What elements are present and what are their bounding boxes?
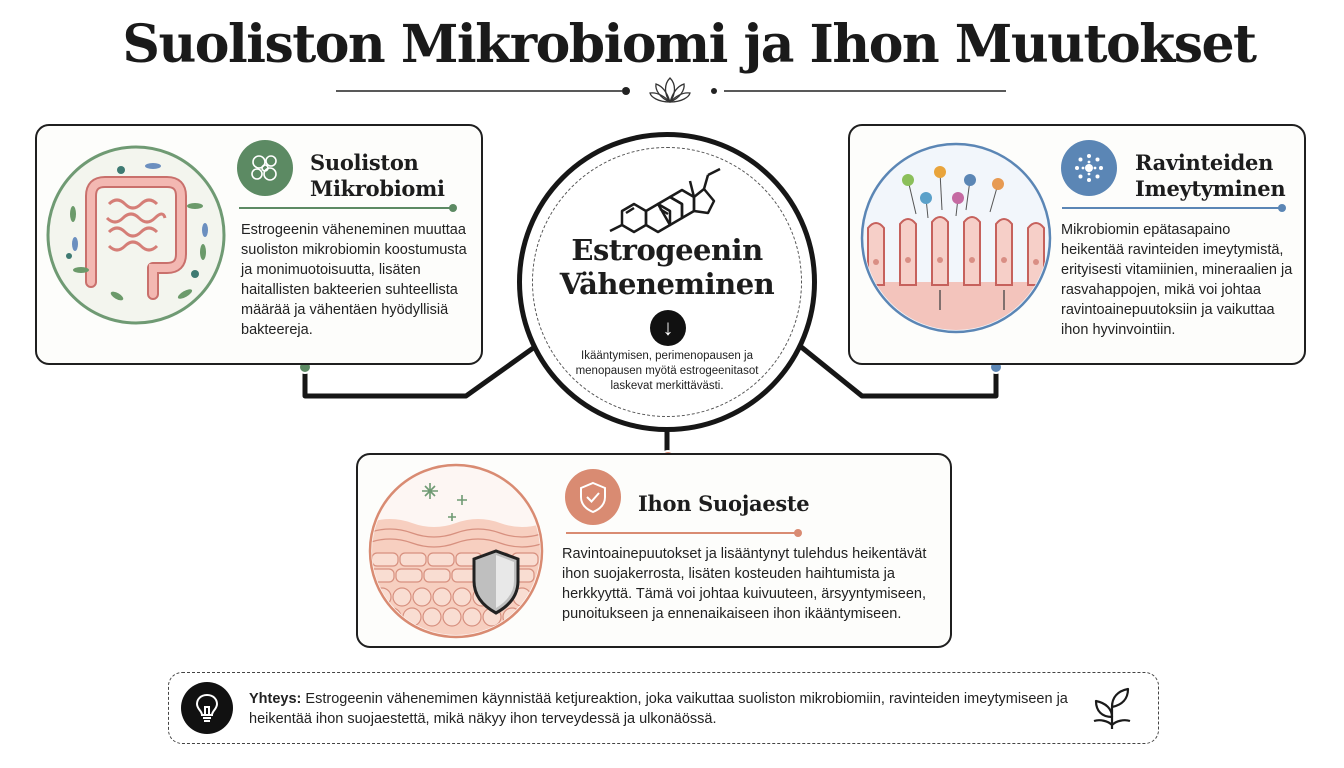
center-heading-line2: Väheneminen	[559, 267, 775, 301]
skin-layers-shield-illustration	[368, 463, 544, 639]
center-heading-line1: Estrogeenin	[571, 233, 763, 267]
bacteria-cluster-icon	[247, 150, 283, 186]
skin-barrier-badge	[565, 469, 621, 525]
absorption-heading-line1: Ravinteiden	[1135, 150, 1274, 175]
absorption-heading-line2: Imeytyminen	[1135, 176, 1286, 201]
nutrient-absorption-card	[848, 124, 1306, 365]
gut-microbiome-card	[35, 124, 483, 365]
microbiome-badge	[237, 140, 293, 196]
skin-barrier-card	[356, 453, 952, 648]
connection-summary	[168, 672, 1159, 744]
gut-description: Estrogeenin väheneminen muuttaa suoliston mikrobiomin koostumusta ja monimuotoisuutta, lisäten haitallisten bakteerien suhteellista määrää ja vähentäen hyödyllisiä bakteereja.	[241, 222, 467, 338]
connection-text	[249, 689, 1079, 729]
skin-barrier-heading: Ihon Suojaeste	[638, 491, 810, 516]
gut-heading-underline	[239, 207, 453, 209]
connection-body: Estrogeenin vähenemimen käynnistää ketjureaktion, joka vaikuttaa suoliston mikrobiomiin, ravinteiden imeytymiseen ja heikentää ihon suojaestettä, mikä näkyy ihon terveydessä ja ulkonäössä.	[249, 691, 1068, 727]
connection-label: Yhteys:	[249, 691, 302, 707]
absorption-description: Mikrobiomin epätasapaino heikentää ravinteiden imeytymistä, erityisesti vitamiinien, mineraalien ja rasvahappojen, mikä voi johtaa ravintoainepuutoksiin ja vaikuttaa ihon hyvinvointiin.	[1061, 222, 1293, 338]
gut-heading-line1: Suoliston	[310, 150, 419, 175]
gut-heading-line2: Mikrobiomi	[310, 176, 445, 201]
lotus-icon	[650, 78, 690, 102]
center-description: Ikääntymisen, perimenopausen ja menopausen myötä estrogeenitasot laskevat merkittävästi.	[575, 350, 759, 392]
estrogen-decline-hub	[517, 132, 817, 432]
lightbulb-icon	[181, 682, 233, 734]
absorption-heading-underline	[1062, 207, 1282, 209]
steroid-molecule-icon	[602, 155, 742, 235]
intestine-bacteria-illustration	[45, 144, 227, 326]
nutrient-particles-icon	[1070, 149, 1108, 187]
page-title: Suoliston Mikrobiomi ja Ihon Muutokset	[122, 14, 1256, 75]
intestinal-villi-illustration	[858, 140, 1054, 336]
skin-heading-underline	[566, 532, 798, 534]
skin-barrier-description: Ravintoainepuutokset ja lisääntynyt tulehdus heikentävät ihon suojakerrosta, lisäten kosteuden haihtumista ja herkkyyttä. Tämä voi johtaa kuivuuteen, ärsyyntymiseen, punoitukseen ja ennenaikaiseen ihon ikääntymiseen.	[562, 546, 927, 622]
down-arrow-icon: ↓	[650, 310, 686, 346]
leaf-sprout-icon	[1088, 685, 1136, 733]
shield-check-icon	[576, 480, 610, 514]
absorption-badge	[1061, 140, 1117, 196]
